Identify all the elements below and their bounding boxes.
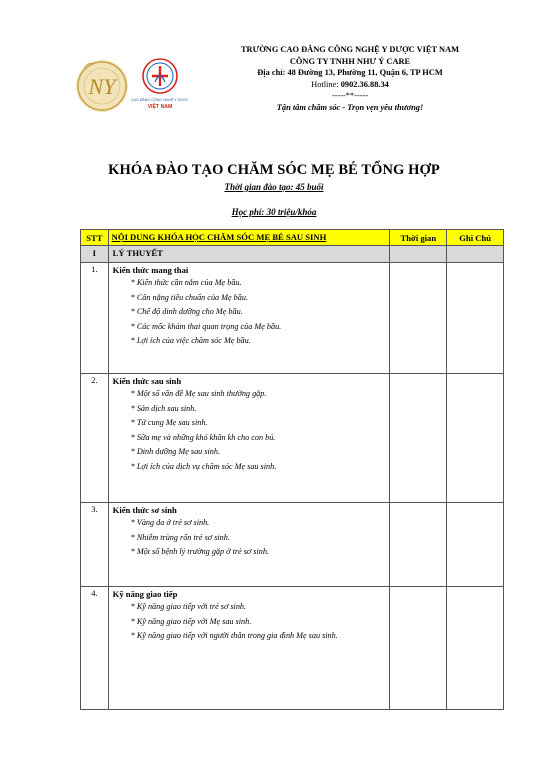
hotline-label: Hotline: bbox=[311, 79, 341, 89]
school-name: TRƯỜNG CAO ĐẲNG CÔNG NGHỆ Y DƯỢC VIỆT NAM bbox=[240, 45, 460, 54]
row-content bbox=[108, 503, 390, 587]
row-time bbox=[390, 587, 447, 710]
list-item: * Cân nặng tiêu chuẩn của Mẹ bầu. bbox=[130, 292, 249, 302]
row-number: 1. bbox=[81, 263, 109, 374]
list-item: * Lợi ích của việc chăm sóc Mẹ bầu. bbox=[130, 336, 251, 346]
row-number: 2. bbox=[81, 374, 109, 503]
logo-group bbox=[76, 54, 188, 126]
header-content: NỘI DUNG KHÓA HỌC CHĂM SÓC MẸ BÉ SAU SINH bbox=[108, 230, 390, 246]
part-time-cell bbox=[390, 246, 447, 263]
hotline-number: 0902.36.88.34 bbox=[340, 79, 389, 89]
list-item: * Chế độ dinh dưỡng cho Mẹ bầu. bbox=[130, 307, 243, 317]
table-row bbox=[81, 503, 504, 587]
row-number: 4. bbox=[81, 587, 109, 710]
row-notes bbox=[447, 587, 504, 710]
list-item: * Lợi ích của dịch vụ chăm sóc Mẹ sau sinh. bbox=[130, 461, 277, 471]
fee: Học phí: 30 triệu/khóa bbox=[231, 207, 317, 217]
list-item: * Tử cung Mẹ sau sinh. bbox=[130, 418, 208, 428]
logos-svg bbox=[76, 54, 188, 126]
list-item: * Kỹ năng giao tiếp với Mẹ sau sinh. bbox=[130, 616, 252, 626]
part-label: LÝ THUYẾT bbox=[108, 246, 390, 263]
school-info bbox=[200, 44, 500, 114]
row-notes bbox=[447, 503, 504, 587]
row-number: 3. bbox=[81, 503, 109, 587]
header-stt: STT bbox=[81, 230, 109, 246]
list-item: * Một số vấn đề Mẹ sau sinh thường gặp. bbox=[130, 389, 267, 398]
table-row bbox=[81, 263, 504, 374]
list-item: * Kỹ năng giao tiếp với trẻ sơ sinh. bbox=[130, 602, 247, 611]
row-content bbox=[108, 587, 390, 710]
list-item: * Kỹ năng giao tiếp với người thân trong gia đình Mẹ sau sinh. bbox=[130, 631, 338, 641]
header-notes: Ghi Chú bbox=[447, 230, 504, 246]
list-item: * Các mốc khám thai quan trọng của Mẹ bầu. bbox=[130, 321, 282, 331]
slogan: Tận tâm chăm sóc - Trọn vẹn yêu thương! bbox=[276, 102, 424, 112]
school-logo bbox=[131, 59, 188, 110]
logo-letters: NY bbox=[88, 74, 116, 99]
part-number: I bbox=[81, 246, 109, 263]
list-item: * Một số bệnh lý trường gặp ở trẻ sơ sinh. bbox=[130, 547, 270, 557]
section-title: Kỹ năng giao tiếp bbox=[112, 589, 178, 599]
row-content bbox=[108, 374, 390, 503]
section-title: Kiến thức mang thai bbox=[112, 265, 189, 275]
separator: -----**----- bbox=[331, 91, 369, 101]
hotline bbox=[200, 79, 500, 91]
list-item: * Dinh dưỡng Mẹ sau sinh. bbox=[130, 447, 221, 457]
row-notes bbox=[447, 263, 504, 374]
row-content bbox=[108, 263, 390, 374]
page-title: KHÓA ĐÀO TẠO CHĂM SÓC MẸ BÉ TỔNG HỢP bbox=[108, 162, 440, 178]
table-row bbox=[81, 374, 504, 503]
list-item: * Sản dịch sau sinh. bbox=[130, 403, 197, 413]
part-row bbox=[81, 246, 504, 263]
nhu-y-logo bbox=[76, 60, 128, 112]
row-time bbox=[390, 503, 447, 587]
list-item: * Vàng da ở trẻ sơ sinh. bbox=[130, 518, 210, 527]
row-time bbox=[390, 263, 447, 374]
table-header-row bbox=[81, 230, 504, 246]
logo-caption-1: CAO ĐẲNG CÔNG NGHỆ Y DƯỢC bbox=[131, 98, 188, 102]
row-notes bbox=[447, 374, 504, 503]
section-title: Kiến thức sau sinh bbox=[112, 376, 182, 386]
duration: Thời gian đào tạo: 45 buổi bbox=[224, 182, 324, 192]
logo-caption-2: VIỆT NAM bbox=[147, 104, 173, 110]
list-item: * Sữa mẹ và những khó khăn kh cho con bú. bbox=[130, 432, 276, 442]
company-name: CÔNG TY TNHH NHƯ Ý CARE bbox=[289, 56, 411, 66]
part-notes-cell bbox=[447, 246, 504, 263]
list-item: * Nhiễm trùng rốn trẻ sơ sinh. bbox=[130, 532, 230, 542]
course-table bbox=[80, 229, 504, 710]
address: Địa chỉ: 48 Đường 13, Phường 11, Quận 6, TP HCM bbox=[257, 68, 443, 78]
section-title: Kiến thức sơ sinh bbox=[112, 505, 177, 515]
list-item: * Kiến thức cần nắm của Mẹ bầu. bbox=[130, 278, 242, 287]
table-row bbox=[81, 587, 504, 710]
row-time bbox=[390, 374, 447, 503]
header-time: Thời gian bbox=[390, 230, 447, 246]
